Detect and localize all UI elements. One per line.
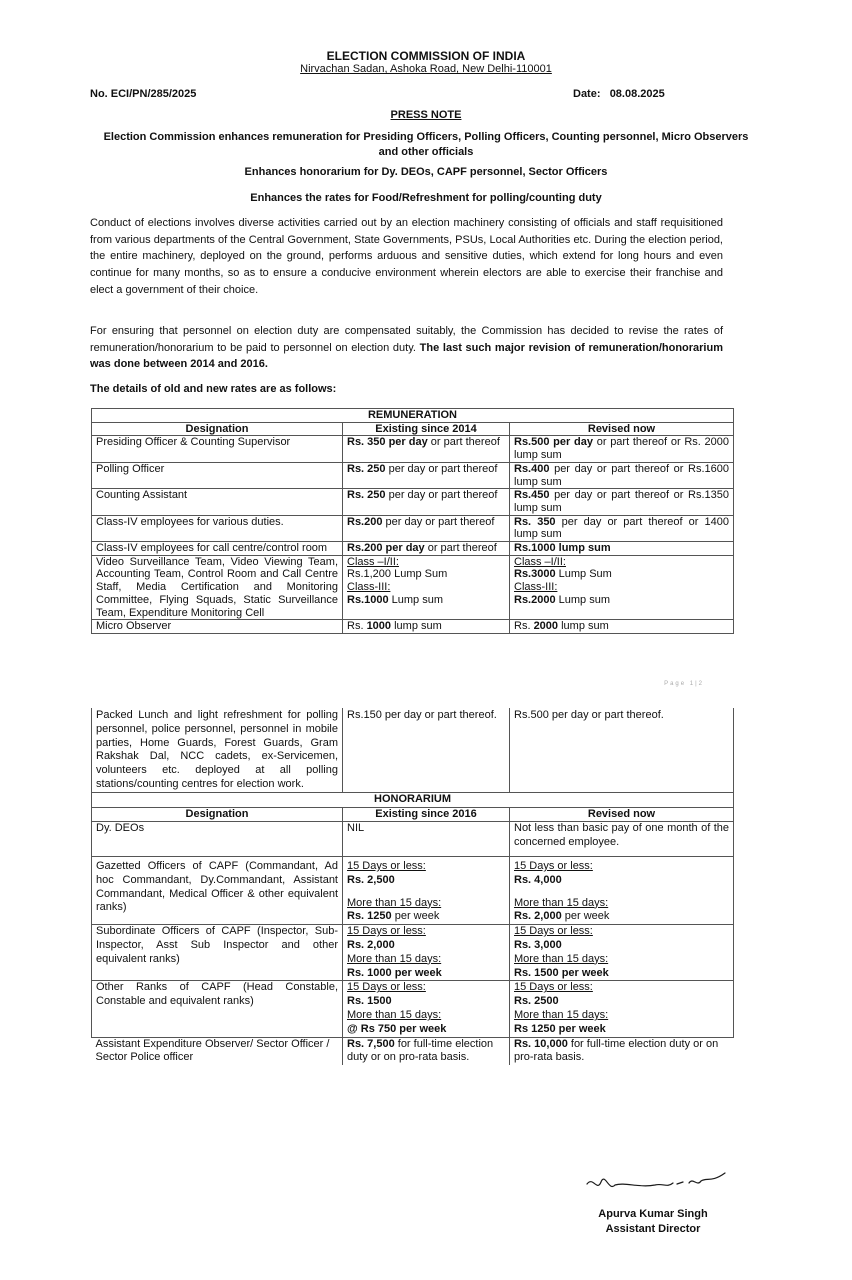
food-existing-cell: Rs.150 per day or part thereof. [343,708,510,792]
existing-rate-cell: Rs.200 per day or part thereof [343,542,510,556]
signatory-name: Apurva Kumar Singh [598,1208,708,1220]
food-designation-cell: Packed Lunch and light refreshment for polling personnel, police personnel, personnel in mobile parties, Home Guards, Forest Guards, Gram Rakshak Dal, NCC cadets, ex-Servicemen, volunteers etc. deployed at all polling stations/counting centres for election work. [92,708,343,792]
designation-cell: Assistant Expenditure Observer/ Sector Officer / Sector Police officer [92,1037,343,1065]
page-footer: Page 1|2 [664,681,704,687]
organization-name: ELECTION COMMISSION OF INDIA [326,49,526,63]
main-title: Election Commission enhances remuneration for Presiding Officers, Polling Officers, Counting personnel, Micro Observers and other officials [103,131,749,158]
honorarium-table [91,708,734,1065]
designation-cell: Micro Observer [92,620,343,634]
col-header-revised: Revised now [510,422,734,436]
table-row [92,620,734,634]
revised-rate-cell: 15 Days or less: Rs. 2500 More than 15 days: Rs 1250 per week [510,981,734,1037]
revised-rate-cell: Rs. 350 per day or part thereof or 1400 lump sum [510,515,734,541]
designation-cell: Polling Officer [92,462,343,488]
date-value: 08.08.2025 [609,88,665,100]
revised-rate-cell: Rs.500 per day or part thereof or Rs. 2000 lump sum [510,436,734,462]
revised-rate-cell: Not less than basic pay of one month of the concerned employee. [510,822,734,857]
table-row [92,1037,734,1065]
revised-rate-cell: Rs.400 per day or part thereof or Rs.1600 lump sum [510,462,734,488]
signatory-designation: Assistant Director [605,1223,701,1235]
table-row [92,436,734,462]
existing-rate-cell: Rs. 1000 lump sum [343,620,510,634]
date-label: Date: [573,88,601,100]
designation-cell: Subordinate Officers of CAPF (Inspector, Sub-Inspector, Asst Sub Inspector and other equivalent ranks) [92,925,343,981]
designation-cell: Gazetted Officers of CAPF (Commandant, Ad hoc Commandant, Dy.Commandant, Assistant Commandant, Medical Officer & other equivalent ranks) [92,856,343,924]
designation-cell: Class-IV employees for various duties. [92,515,343,541]
revision-text: For ensuring that personnel on election duty are compensated suitably, the Commission has decided to revise the rates of remuneration/honorarium to be paid to personnel on election duty. [90,325,723,354]
organization-address: Nirvachan Sadan, Ashoka Road, New Delhi-110001 [300,63,552,75]
revised-rate-cell: Rs.1000 lump sum [510,542,734,556]
signature-mark [585,1170,735,1200]
table-row [92,489,734,515]
col-header-designation: Designation [92,807,343,822]
existing-rate-cell: Rs. 350 per day or part thereof [343,436,510,462]
signatory-block [570,1207,736,1237]
table-row [92,708,734,792]
designation-cell: Video Surveillance Team, Video Viewing Team, Accounting Team, Control Room and Call Centre Staff, Media Certification and Monitoring Committee, Flying Squads, Static Surveillance Team, Expenditure Monitoring Cell [92,555,343,620]
reference-number: No. ECI/PN/285/2025 [90,88,197,100]
col-header-existing: Existing since 2014 [343,422,510,436]
table-row [92,542,734,556]
table-row [92,515,734,541]
table-row [92,925,734,981]
revised-rate-cell: Rs.450 per day or part thereof or Rs.1350 lump sum [510,489,734,515]
revised-rate-cell: Rs. 10,000 for full-time election duty or on pro-rata basis. [510,1037,734,1065]
remuneration-caption: REMUNERATION [92,409,734,423]
revised-rate-cell: 15 Days or less: Rs. 3,000 More than 15 days: Rs. 1500 per week [510,925,734,981]
food-revised-cell: Rs.500 per day or part thereof. [510,708,734,792]
remuneration-table [91,408,734,634]
existing-rate-cell: Rs. 250 per day or part thereof [343,462,510,488]
existing-rate-cell: Rs. 250 per day or part thereof [343,489,510,515]
designation-cell: Dy. DEOs [92,822,343,857]
press-note-heading: PRESS NOTE [390,109,462,121]
designation-cell: Other Ranks of CAPF (Head Constable, Constable and equivalent ranks) [92,981,343,1037]
revised-rate-cell: 15 Days or less: Rs. 4,000 More than 15 days: Rs. 2,000 per week [510,856,734,924]
table-row [92,462,734,488]
honorarium-caption: HONORARIUM [92,792,734,807]
existing-rate-cell: 15 Days or less: Rs. 2,000 More than 15 days: Rs. 1000 per week [343,925,510,981]
table-row [92,856,734,924]
existing-rate-cell: Rs. 7,500 for full-time election duty or on pro-rata basis. [343,1037,510,1065]
col-header-revised: Revised now [510,807,734,822]
col-header-existing: Existing since 2016 [343,807,510,822]
col-header-designation: Designation [92,422,343,436]
designation-cell: Class-IV employees for call centre/control room [92,542,343,556]
revision-highlight: The last such major revision of remuneration/honorarium was done between 2014 and 2016. [90,341,723,371]
existing-rate-cell: 15 Days or less: Rs. 2,500 More than 15 days: Rs. 1250 per week [343,856,510,924]
revised-rate-cell: Class –I/II: Rs.3000 Lump Sum Class-III: Rs.2000 Lump sum [510,555,734,620]
table-row [92,981,734,1037]
existing-rate-cell: NIL [343,822,510,857]
designation-cell: Counting Assistant [92,489,343,515]
subtitle-honorarium: Enhances honorarium for Dy. DEOs, CAPF personnel, Sector Officers [244,166,608,178]
revision-paragraph [90,323,723,373]
details-intro: The details of old and new rates are as follows: [90,383,337,395]
table-row [92,822,734,857]
subtitle-food: Enhances the rates for Food/Refreshment for polling/counting duty [250,192,602,204]
date-line [573,88,665,100]
designation-cell: Presiding Officer & Counting Supervisor [92,436,343,462]
existing-rate-cell: Rs.200 per day or part thereof [343,515,510,541]
existing-rate-cell: 15 Days or less: Rs. 1500 More than 15 days: @ Rs 750 per week [343,981,510,1037]
revised-rate-cell: Rs. 2000 lump sum [510,620,734,634]
existing-rate-cell: Class –I/II: Rs.1,200 Lump Sum Class-III: Rs.1000 Lump sum [343,555,510,620]
table-row [92,555,734,620]
intro-paragraph: Conduct of elections involves diverse activities carried out by an election machinery consisting of officials and staff requisitioned from various departments of the Central Government, State Governments, PSUs, Local Authorities etc. During the election period, the entire machinery, deployed on the ground, performs arduous and sensitive duties, which extend for long hours and even continue for many months, so as to ensure a conducive environment wherein electors are able to exercise their franchise and elect a government of their choice. [90,217,723,296]
